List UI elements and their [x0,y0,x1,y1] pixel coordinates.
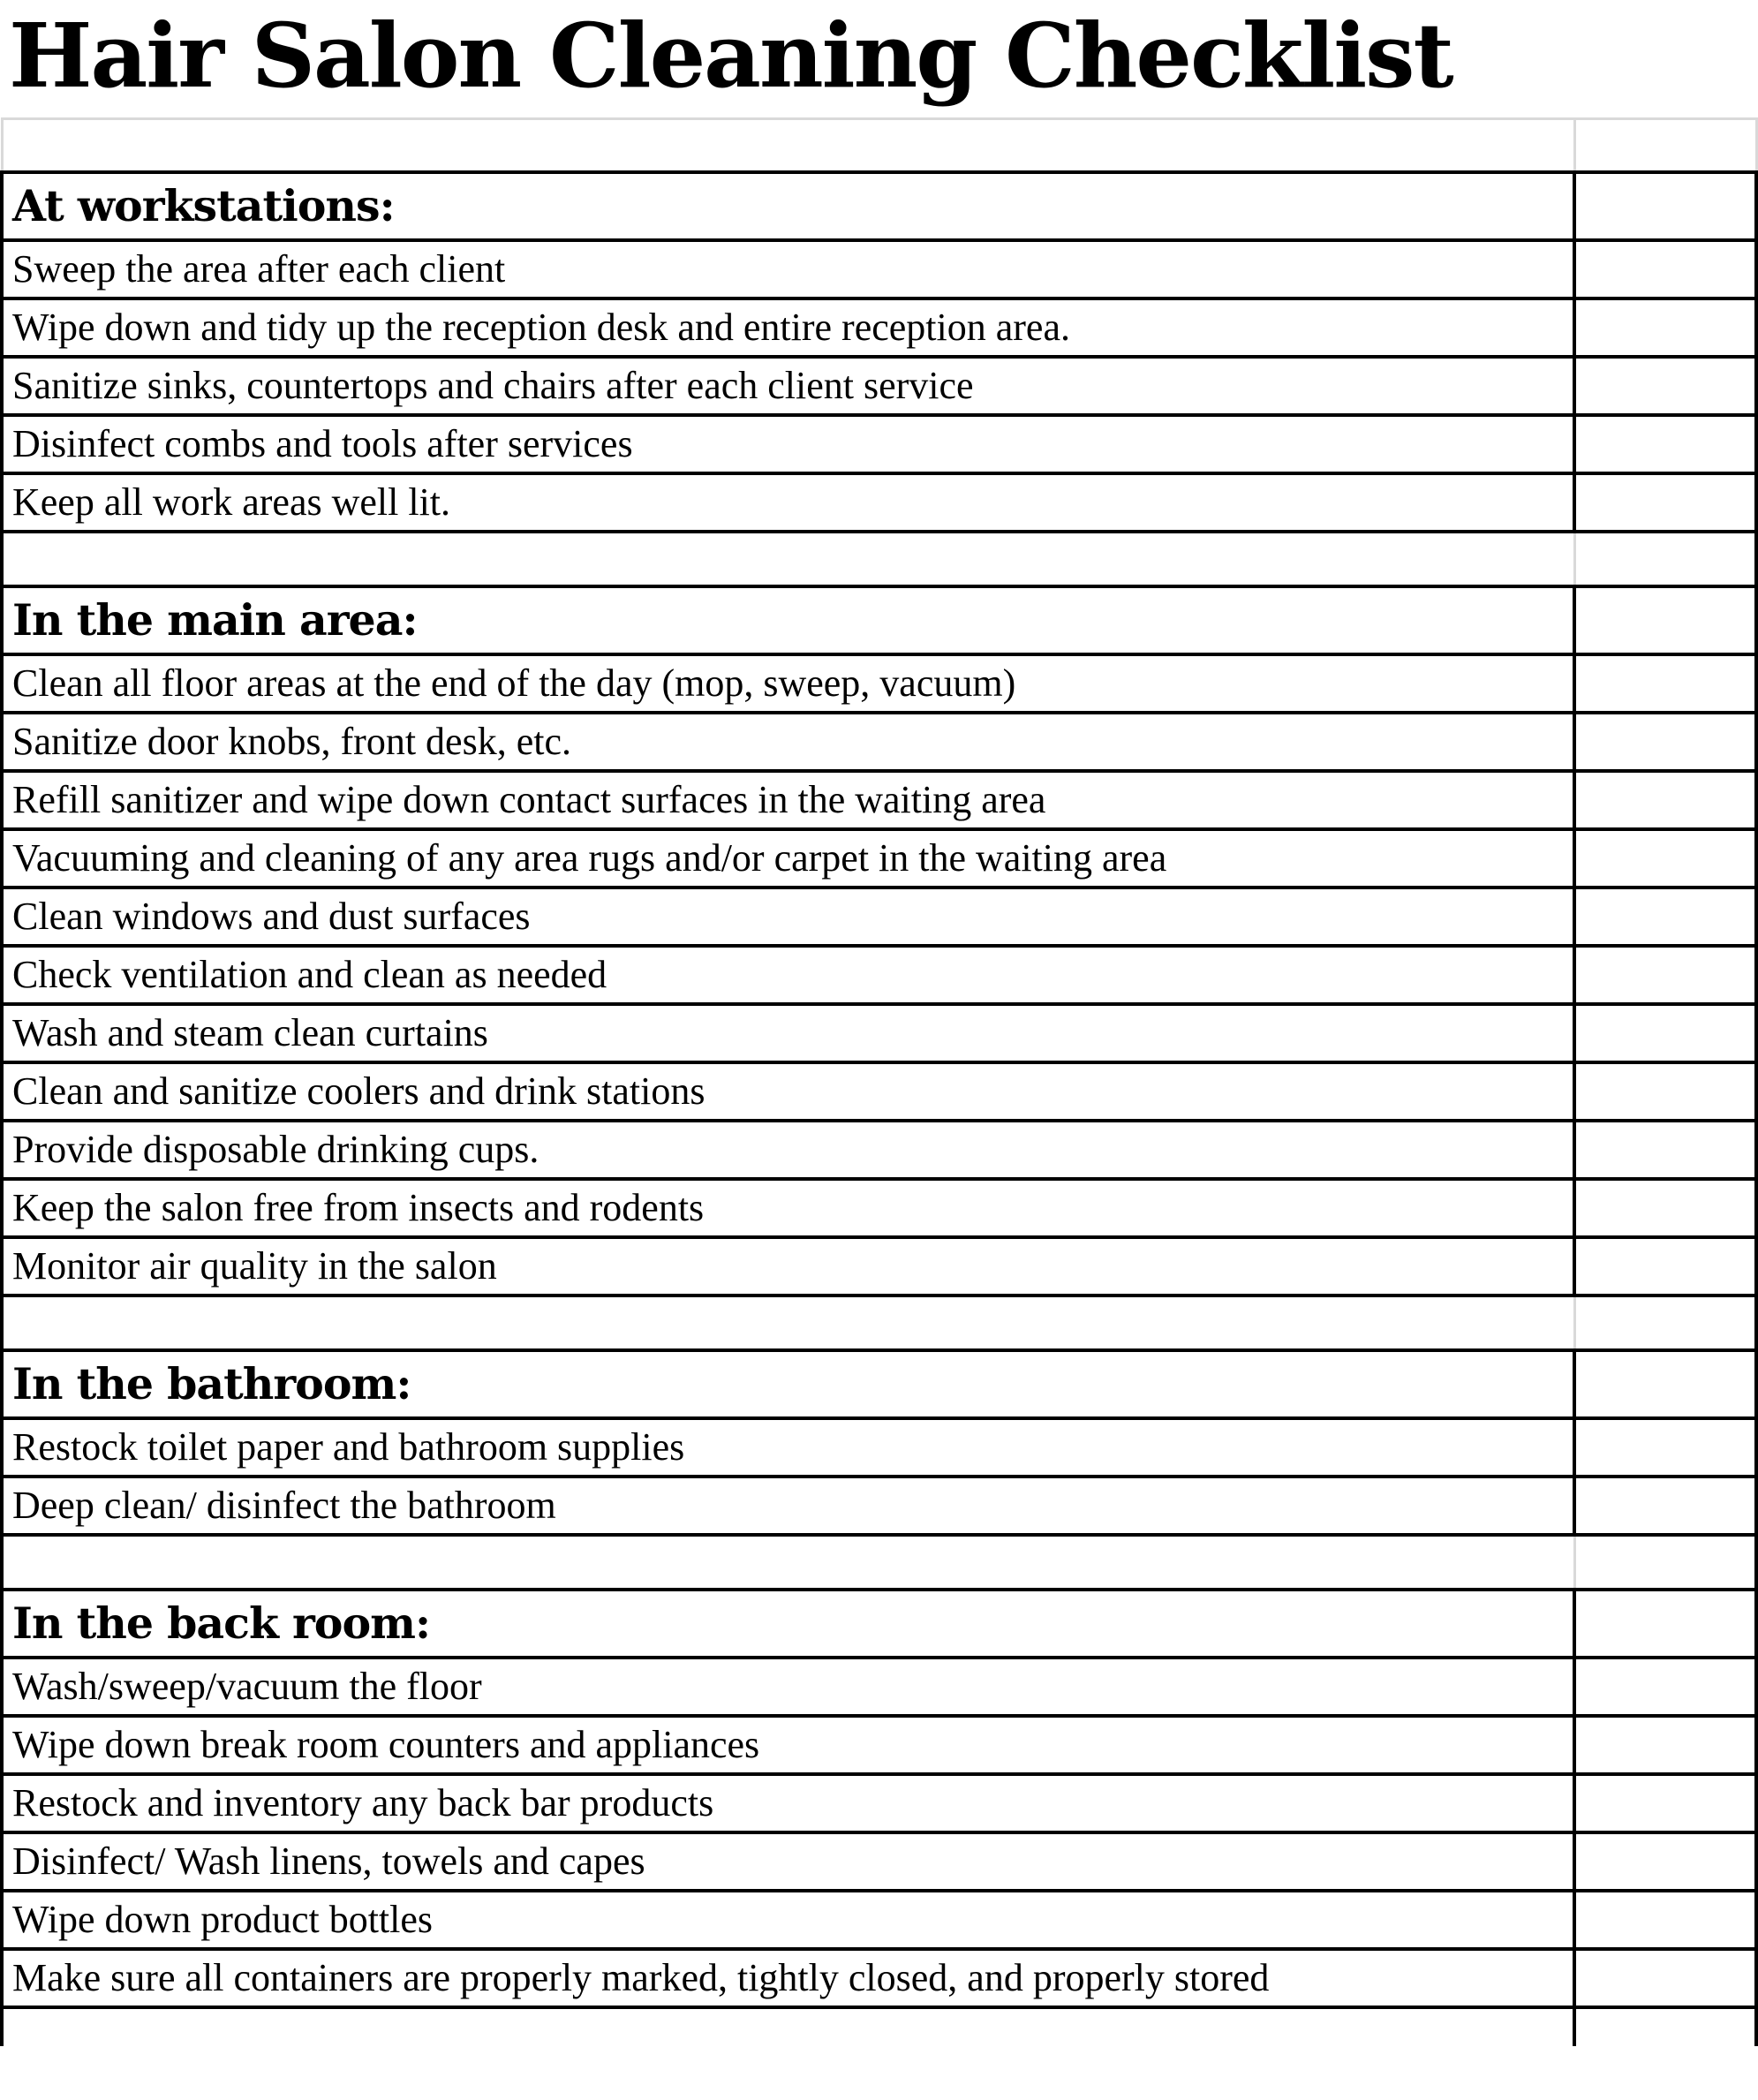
empty-cell [2,1535,1574,1590]
task-row [2,1949,1756,2007]
section-header-row [2,586,1756,654]
task-row [2,298,1756,357]
task-cell: Disinfect/ Wash linens, towels and capes [2,1832,1574,1891]
task-row [2,1774,1756,1832]
section-header-row [2,1590,1756,1658]
check-cell[interactable] [1574,1179,1756,1237]
empty-cell [2,1296,1574,1350]
task-cell: Refill sanitizer and wipe down contact surfaces in the waiting area [2,771,1574,829]
task-cell: Sweep the area after each client [2,240,1574,298]
task-cell: Vacuuming and cleaning of any area rugs and/or carpet in the waiting area [2,829,1574,888]
task-cell: Monitor air quality in the salon [2,1237,1574,1296]
section-header-cell: In the main area: [2,586,1574,654]
check-cell[interactable] [1574,1949,1756,2007]
task-row [2,473,1756,532]
check-cell[interactable] [1574,1121,1756,1179]
check-cell[interactable] [1574,1716,1756,1774]
task-cell: Check ventilation and clean as needed [2,946,1574,1004]
check-cell[interactable] [1574,240,1756,298]
task-row [2,240,1756,298]
task-cell: Make sure all containers are properly marked, tightly closed, and properly stored [2,1949,1574,2007]
check-cell[interactable] [1574,1658,1756,1716]
task-row [2,1891,1756,1949]
top-spacer-row [2,119,1756,172]
task-row [2,946,1756,1004]
check-cell[interactable] [1574,1237,1756,1296]
task-row [2,415,1756,473]
check-cell [1574,1535,1756,1590]
task-cell: Sanitize door knobs, front desk, etc. [2,713,1574,771]
check-cell [1574,119,1756,172]
section-header-cell: In the bathroom: [2,1350,1574,1418]
checklist-table [0,117,1758,2046]
check-cell[interactable] [1574,1004,1756,1062]
check-cell[interactable] [1574,1418,1756,1477]
check-cell[interactable] [1574,473,1756,532]
check-cell[interactable] [1574,1774,1756,1832]
section-header-row [2,1350,1756,1418]
task-row [2,1237,1756,1296]
task-cell: Wash/sweep/vacuum the floor [2,1658,1574,1716]
check-cell[interactable] [1574,771,1756,829]
task-cell: Clean all floor areas at the end of the day (mop, sweep, vacuum) [2,654,1574,713]
task-row [2,1716,1756,1774]
section-header-cell: At workstations: [2,172,1574,240]
check-cell [1574,1296,1756,1350]
spacer-row [2,1535,1756,1590]
check-cell[interactable] [1574,1832,1756,1891]
check-cell[interactable] [1574,1477,1756,1535]
empty-cell [2,119,1574,172]
section-header-cell: In the back room: [2,1590,1574,1658]
spacer-row [2,1296,1756,1350]
task-row [2,357,1756,415]
task-row [2,1477,1756,1535]
task-cell: Deep clean/ disinfect the bathroom [2,1477,1574,1535]
task-row [2,713,1756,771]
check-cell[interactable] [1574,357,1756,415]
check-cell[interactable] [1574,1350,1756,1418]
check-cell[interactable] [1574,1891,1756,1949]
task-cell: Disinfect combs and tools after services [2,415,1574,473]
check-cell[interactable] [1574,946,1756,1004]
task-cell: Wash and steam clean curtains [2,1004,1574,1062]
task-row [2,1004,1756,1062]
check-cell[interactable] [1574,172,1756,240]
task-row [2,1179,1756,1237]
task-cell: Clean and sanitize coolers and drink stations [2,1062,1574,1121]
task-row [2,1062,1756,1121]
task-cell: Wipe down product bottles [2,1891,1574,1949]
check-cell[interactable] [1574,415,1756,473]
check-cell[interactable] [1574,829,1756,888]
spacer-row [2,532,1756,586]
task-row [2,1832,1756,1891]
check-cell [1574,532,1756,586]
task-row [2,829,1756,888]
task-row [2,771,1756,829]
task-row [2,1658,1756,1716]
task-cell: Restock toilet paper and bathroom supplies [2,1418,1574,1477]
check-cell[interactable] [1574,1062,1756,1121]
check-cell[interactable] [1574,1590,1756,1658]
check-cell[interactable] [1574,713,1756,771]
task-row [2,1121,1756,1179]
empty-cell [2,2007,1574,2046]
task-row [2,654,1756,713]
check-cell[interactable] [1574,586,1756,654]
page-title: Hair Salon Cleaning Checklist [9,4,1452,108]
check-cell[interactable] [1574,298,1756,357]
task-row [2,888,1756,946]
check-cell [1574,2007,1756,2046]
check-cell[interactable] [1574,654,1756,713]
task-cell: Provide disposable drinking cups. [2,1121,1574,1179]
section-header-row [2,172,1756,240]
task-cell: Restock and inventory any back bar products [2,1774,1574,1832]
task-cell: Sanitize sinks, countertops and chairs after each client service [2,357,1574,415]
task-cell: Wipe down break room counters and appliances [2,1716,1574,1774]
partial-bottom-row [2,2007,1756,2046]
empty-cell [2,532,1574,586]
task-cell: Clean windows and dust surfaces [2,888,1574,946]
check-cell[interactable] [1574,888,1756,946]
task-cell: Keep all work areas well lit. [2,473,1574,532]
task-cell: Keep the salon free from insects and rodents [2,1179,1574,1237]
task-row [2,1418,1756,1477]
task-cell: Wipe down and tidy up the reception desk and entire reception area. [2,298,1574,357]
